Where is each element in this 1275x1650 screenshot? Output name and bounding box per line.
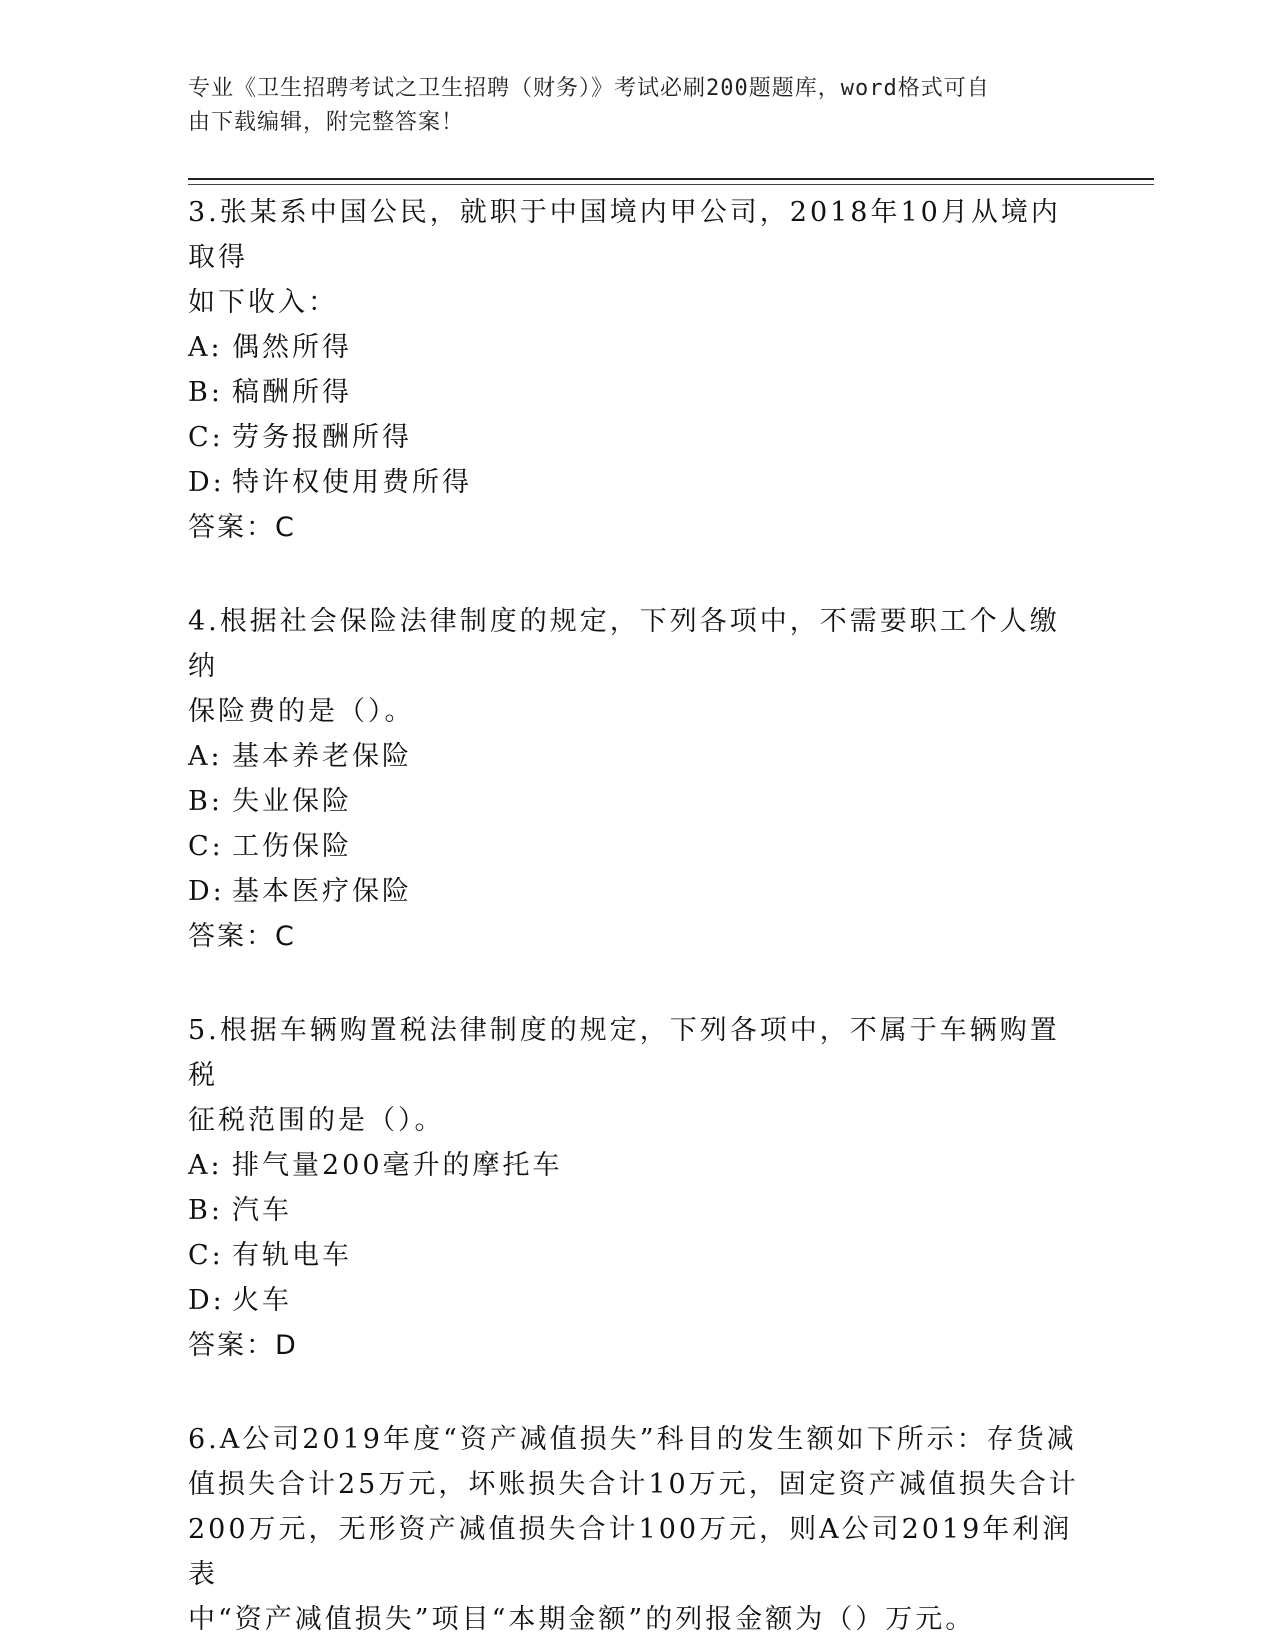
question-stem: 征税范围的是（）。 bbox=[188, 1105, 445, 1136]
question-stem: 6.A公司2019年度“资产减值损失”科目的发生额如下所示：存货减 bbox=[188, 1424, 1077, 1455]
option-text: 基本医疗保险 bbox=[232, 876, 412, 907]
question-3 bbox=[188, 190, 1088, 550]
question-stem: 值损失合计25万元，坏账损失合计10万元，固定资产减值损失合计 bbox=[188, 1469, 1079, 1500]
option-text: 稿酬所得 bbox=[232, 377, 352, 408]
option-text: 劳务报酬所得 bbox=[232, 422, 412, 453]
option-letter: D: bbox=[188, 876, 225, 907]
option-letter: C: bbox=[188, 831, 224, 862]
option-text: 特许权使用费所得 bbox=[232, 467, 472, 498]
option-text: 火车 bbox=[232, 1285, 292, 1316]
header-line-2: 由下载编辑，附完整答案！ bbox=[188, 110, 465, 135]
option-b bbox=[188, 1188, 1088, 1233]
question-list bbox=[188, 190, 1088, 1642]
question-6 bbox=[188, 1417, 1088, 1642]
option-text: 基本养老保险 bbox=[232, 741, 412, 772]
option-letter: C: bbox=[188, 1240, 224, 1271]
option-a bbox=[188, 1143, 1088, 1188]
header-line-1: 专业《卫生招聘考试之卫生招聘（财务）》考试必刷200题题库，word格式可自 bbox=[188, 76, 990, 101]
option-a bbox=[188, 325, 1088, 370]
option-c bbox=[188, 824, 1088, 869]
option-letter: B: bbox=[188, 377, 223, 408]
question-stem: 200万元，无形资产减值损失合计100万元，则A公司2019年利润表 bbox=[188, 1514, 1073, 1590]
option-b bbox=[188, 779, 1088, 824]
option-c bbox=[188, 1233, 1088, 1278]
answer: 答案：C bbox=[188, 921, 296, 952]
question-stem: 保险费的是（）。 bbox=[188, 696, 415, 727]
question-stem: 3.张某系中国公民，就职于中国境内甲公司，2018年10月从境内取得 bbox=[188, 197, 1061, 273]
header-rule-thin bbox=[188, 184, 1154, 185]
answer: 答案：D bbox=[188, 1330, 298, 1361]
answer: 答案：C bbox=[188, 512, 296, 543]
option-letter: A: bbox=[188, 332, 223, 363]
header-rule-thick bbox=[188, 178, 1154, 180]
option-text: 汽车 bbox=[232, 1195, 292, 1226]
option-text: 失业保险 bbox=[232, 786, 352, 817]
option-text: 偶然所得 bbox=[232, 332, 352, 363]
question-stem: 如下收入： bbox=[188, 287, 338, 318]
option-c bbox=[188, 415, 1088, 460]
option-text: 排气量200毫升的摩托车 bbox=[232, 1150, 563, 1181]
question-4 bbox=[188, 599, 1088, 959]
option-letter: A: bbox=[188, 741, 223, 772]
option-letter: B: bbox=[188, 1195, 223, 1226]
option-a bbox=[188, 734, 1088, 779]
option-b bbox=[188, 370, 1088, 415]
option-text: 有轨电车 bbox=[232, 1240, 352, 1271]
option-letter: A: bbox=[188, 1150, 223, 1181]
option-d bbox=[188, 460, 1088, 505]
spacer bbox=[188, 959, 1088, 1008]
option-letter: C: bbox=[188, 422, 224, 453]
question-stem: 4.根据社会保险法律制度的规定，下列各项中，不需要职工个人缴纳 bbox=[188, 606, 1060, 682]
question-stem: 5.根据车辆购置税法律制度的规定，下列各项中，不属于车辆购置税 bbox=[188, 1015, 1060, 1091]
spacer bbox=[188, 550, 1088, 599]
option-d bbox=[188, 869, 1088, 914]
option-d bbox=[188, 1278, 1088, 1323]
question-5 bbox=[188, 1008, 1088, 1368]
option-letter: D: bbox=[188, 467, 225, 498]
option-text: 工伤保险 bbox=[232, 831, 352, 862]
option-letter: D: bbox=[188, 1285, 225, 1316]
spacer bbox=[188, 1368, 1088, 1417]
document-header bbox=[188, 72, 1068, 140]
option-letter: B: bbox=[188, 786, 223, 817]
question-stem: 中“资产减值损失”项目“本期金额”的列报金额为（）万元。 bbox=[188, 1604, 976, 1635]
